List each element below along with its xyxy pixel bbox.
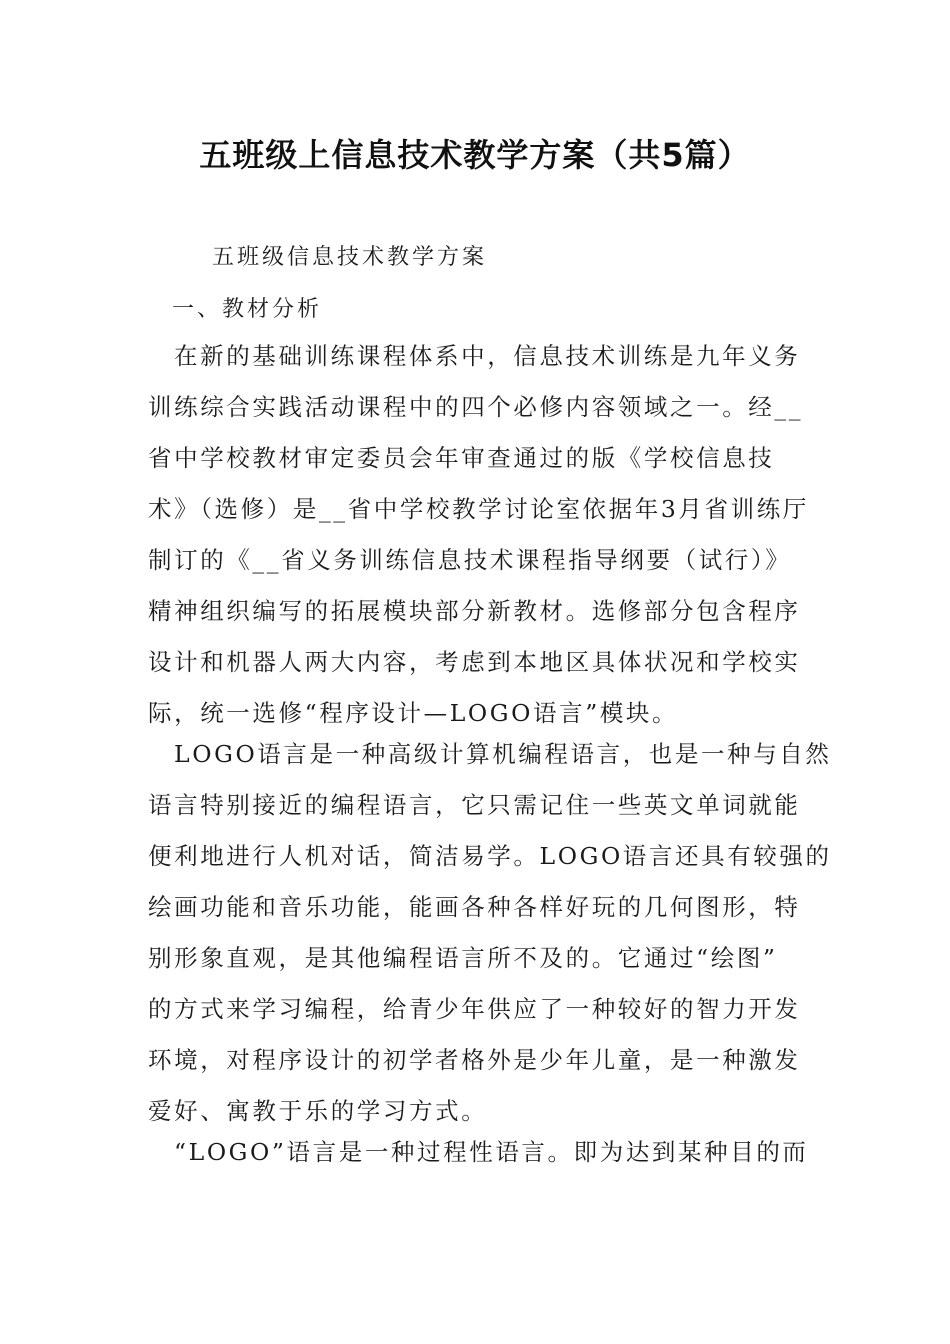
paragraph-2 [148,729,832,1137]
paragraph-line: 训练综合实践活动课程中的四个必修内容领域之一。经__ [148,393,804,421]
paragraph-line: 绘画功能和音乐功能，能画各种各样好玩的几何图形，特 [148,893,801,921]
paragraph-line: 术》（选修）是__省中学校教学讨论室依据年3月省训练厅 [148,495,809,523]
paragraph-line: “LOGO”语言是一种过程性语言。即为达到某种目的而 [174,1138,809,1166]
paragraph-line: 精神组织编写的拓展模块部分新教材。选修部分包含程序 [148,597,801,625]
paragraph-line: 省中学校教材审定委员会年审查通过的版《学校信息技 [148,444,775,472]
paragraph-line: 设计和机器人两大内容，考虑到本地区具体状况和学校实 [148,648,801,676]
paragraph-line: 便利地进行人机对话，简洁易学。LOGO语言还具有较强的 [148,842,832,870]
document-title: 五班级上信息技术教学方案（共5篇） [199,136,751,174]
paragraph-1 [148,331,808,739]
document-subtitle: 五班级信息技术教学方案 [212,245,488,270]
paragraph-line: 制订的《__省义务训练信息技术课程指导纲要（试行）》 [148,546,792,574]
paragraph-line: LOGO语言是一种高级计算机编程语言，也是一种与自然 [174,740,832,768]
paragraph-line: 的方式来学习编程，给青少年供应了一种较好的智力开发 [148,995,801,1023]
paragraph-line: 际，统一选修“程序设计—LOGO语言”模块。 [148,699,679,727]
paragraph-3 [148,1127,808,1178]
paragraph-line: 环境，对程序设计的初学者格外是少年儿童，是一种激发 [148,1046,801,1074]
section-heading: 一、教材分析 [172,297,323,322]
paragraph-line: 语言特别接近的编程语言，它只需记住一些英文单词就能 [148,791,801,819]
paragraph-line: 别形象直观，是其他编程语言所不及的。它通过“绘图” [148,944,778,972]
paragraph-line: 在新的基础训练课程体系中，信息技术训练是九年义务 [174,342,801,370]
paragraph-line: 爱好、寓教于乐的学习方式。 [148,1097,488,1125]
